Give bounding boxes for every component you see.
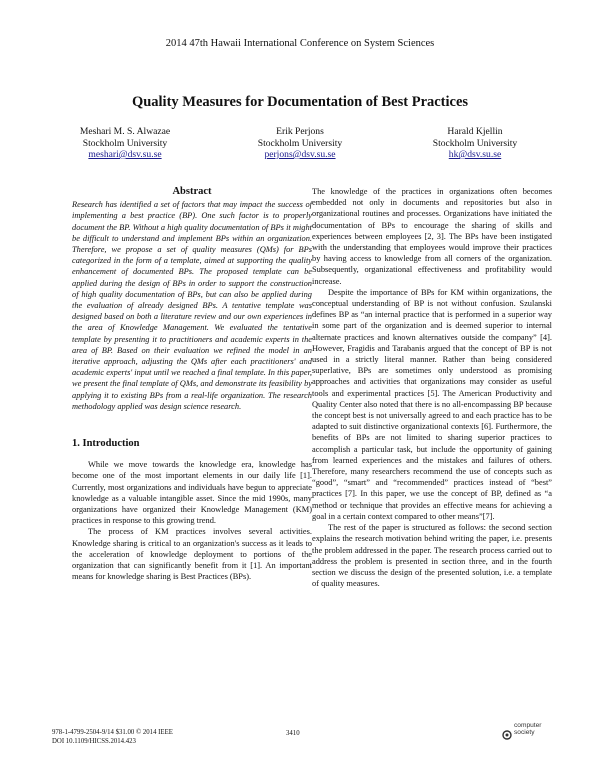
section-heading-introduction: 1. Introduction: [72, 438, 140, 450]
abstract-heading: Abstract: [172, 186, 212, 197]
right-column: [312, 186, 552, 589]
author-affiliation: Stockholm University: [257, 137, 343, 149]
paper-title: Quality Measures for Documentation of Best Practices: [131, 94, 469, 110]
page-number: 3410: [286, 730, 300, 737]
conference-header: 2014 47th Hawaii International Conference on System Sciences: [165, 38, 435, 49]
left-column: [72, 186, 312, 583]
logo-text: [514, 722, 542, 736]
author-email-link[interactable]: meshari@dsv.su.se: [88, 149, 162, 160]
author-affiliation: Stockholm University: [82, 137, 168, 149]
logo-text-computer: computer: [514, 722, 542, 729]
author-email-link[interactable]: perjons@dsv.su.se: [264, 149, 336, 160]
author-name: Erik Perjons: [276, 126, 324, 137]
author-name: Harald Kjellin: [447, 126, 503, 137]
right-paragraph-1: The knowledge of the practices in organizations often becomes embedded not only in documents and repositories but also in organizational routines and processes. Organizations have initiated the documentation of BPs to encourage the sharing of skills and experiences between employees [2, 3]. The BPs have been instigated with the understanding that employees would improve their practices by having access to knowledge from all corners of the organization. Subsequently, organizational effectiveness and profitability would increase.: [312, 187, 552, 286]
right-paragraph-2: Despite the importance of BPs for KM within organizations, the conceptual understanding of BP is not without confusion. Szulanski defines BP as “an internal practice that is performed in a superior way in some part of the organization and is deemed superior to internal alternate practices and known alternatives outside the company” [4]. However, Fragidis and Tarabanis argued that the concept of BP is not used in a strictly literal manner. Rather than being considered superlative, BPs are sometimes only understood as promising approaches and activities that organizations may consider as useful tools and experimental practices [5]. The American Productivity and Quality Center also noted that there is no all-encompassing BP because the concept best is not universally agreed to and each practice has to be adapted to suit distinctive organizational contexts [6]. Furthermore, the benefits of BPs are not limited to sharing superior practices to accomplish a particular task, but include the opportunity of gaining from learned experiences and the mistakes and failures of others. Therefore, many researchers recommend the use of concepts such as “good”, “smart” and “recommended” practices instead of “best” practices [7]. In this paper, we use the concept of BP, defined as “a method or technique that provides an effective means for achieving a goal in a certain context compared to other means”[7].: [312, 287, 552, 521]
logo-text-society: society: [514, 729, 535, 736]
author-name: Meshari M. S. Alwazae: [79, 126, 171, 137]
author-1: [40, 126, 210, 161]
computer-society-logo-icon: [502, 730, 512, 740]
intro-paragraph-1: While we move towards the knowledge era, knowledge has become one of the most important elements in our daily life [1]. Currently, most organizations and individuals have begun to appreciate knowledge as a valuable intangible asset. Since the mid 1990s, many organizations have organized their Knowledge Management (KM) practices in response to this growing trend.: [72, 460, 312, 526]
footer-isbn: 978-1-4799-2504-9/14 $31.00 © 2014 IEEE: [52, 729, 173, 736]
right-paragraph-3: The rest of the paper is structured as follows: the second section explains the research motivation behind writing the paper, i.e. presents the problem addressed in the paper. The research process carried out to address the problem is presented in section three, and in the fourth section we discuss the design of the presented solution, i.e. a template of quality measures.: [312, 523, 552, 589]
footer-doi: DOI 10.1109/HICSS.2014.423: [52, 738, 136, 745]
abstract-text: Research has identified a set of factors that may impact the success of implementing a best practice (BP). One such factor is to properly document the BP. Without a high quality documentation of BPs it might be difficult to understand and implement BPs within an organization. Therefore, we propose a set of quality measures (QMs) for BPs categorized in the form of a template, aimed at supporting the quality enhancement of documented BPs. The proposed template can be applied during the design of BPs in order to support the construction of high quality documentation of BPs, but can also be applied during the evaluation of already designed BPs. A tentative template was designed based on both a literature review and our own experiences in the area of Knowledge Management. We evaluated the tentative template by presenting it to practitioners and academic experts in the area of BP. Based on their evaluation we refined the model in an iterative approach, adjusting the QMs after each practitioners' and academic experts' input until we reached a final template. In this paper, we present the final template of QMs, and demonstrate its feasibility by applying it to existing BPs from a real-life organization. The research methodology applied was design science research.: [72, 200, 312, 411]
computer-society-logo: [502, 722, 554, 744]
author-block: [40, 126, 560, 161]
author-2: [215, 126, 385, 161]
footer-publication-info: [52, 728, 173, 746]
author-email-link[interactable]: hk@dsv.su.se: [448, 149, 502, 160]
intro-paragraph-2: The process of KM practices involves several activities. Knowledge sharing is critical to an organization's success as it leads to the acceleration of knowledge deployment to portions of the organization that can significantly benefit from it [1]. An important means for knowledge sharing is Best Practices (BPs).: [72, 527, 312, 582]
author-affiliation: Stockholm University: [432, 137, 518, 149]
author-3: [390, 126, 560, 161]
